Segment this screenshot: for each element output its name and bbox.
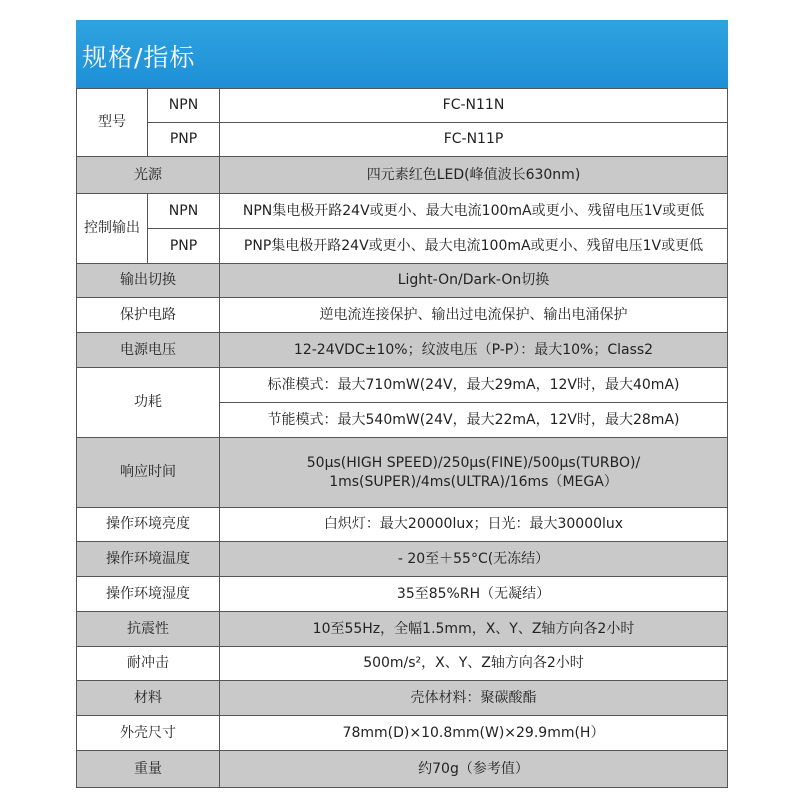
model-pnp-label: PNP (148, 123, 220, 157)
dimensions-value: 78mm(D)×10.8mm(W)×29.9mm(H） (220, 716, 727, 751)
model-npn-label: NPN (148, 89, 220, 123)
control-output-label: 控制输出 (77, 194, 148, 264)
power-standard-value: 标准模式：最大710mW(24V，最大29mA，12V时，最大40mA) (220, 368, 727, 403)
response-time-value (220, 438, 727, 508)
dimensions-label: 外壳尺寸 (77, 716, 220, 751)
model-pnp-value: FC-N11P (220, 123, 727, 157)
control-output-pnp-label: PNP (148, 229, 220, 264)
protection-value: 逆电流连接保护、输出过电流保护、输出电涌保护 (220, 298, 727, 333)
brightness-value: 白炽灯：最大20000lux；日光：最大30000lux (220, 508, 727, 542)
humidity-value: 35至85%RH（无凝结） (220, 577, 727, 612)
temperature-value: - 20至＋55°C(无冻结） (220, 542, 727, 577)
model-label: 型号 (77, 89, 148, 157)
protection-label: 保护电路 (77, 298, 220, 333)
control-output-npn-value: NPN集电极开路24V或更小、最大电流100mA或更小、残留电压1V或更低 (220, 194, 727, 229)
voltage-value: 12-24VDC±10%；纹波电压（P-P）：最大10%；Class2 (220, 333, 727, 368)
spec-table (76, 88, 728, 788)
vibration-value: 10至55Hz，全幅1.5mm，X、Y、Z轴方向各2小时 (220, 612, 727, 647)
response-time-line-1: 50μs(HIGH SPEED)/250μs(FINE)/500μs(TURBO)/ (306, 454, 641, 471)
light-source-label: 光源 (77, 157, 220, 194)
response-time-line-2: 1ms(SUPER)/4ms(ULTRA)/16ms（MEGA） (329, 473, 618, 490)
power-label: 功耗 (77, 368, 220, 438)
shock-value: 500m/s²，X、Y、Z轴方向各2小时 (220, 647, 727, 681)
control-output-pnp-value: PNP集电极开路24V或更小、最大电流100mA或更小、残留电压1V或更低 (220, 229, 727, 264)
vibration-label: 抗震性 (77, 612, 220, 647)
voltage-label: 电源电压 (77, 333, 220, 368)
weight-label: 重量 (77, 751, 220, 787)
temperature-label: 操作环境温度 (77, 542, 220, 577)
spec-header (76, 20, 728, 88)
control-output-npn-label: NPN (148, 194, 220, 229)
output-switch-label: 输出切换 (77, 264, 220, 298)
output-switch-value: Light-On/Dark-On切换 (220, 264, 727, 298)
response-time-label: 响应时间 (77, 438, 220, 508)
weight-value: 约70g（参考值） (220, 751, 727, 787)
spec-sheet (76, 20, 728, 788)
light-source-value: 四元素红色LED(峰值波长630nm) (220, 157, 727, 194)
power-eco-value: 节能模式：最大540mW(24V，最大22mA，12V时，最大28mA) (220, 403, 727, 438)
page-title: 规格/指标 (82, 43, 196, 72)
humidity-label: 操作环境湿度 (77, 577, 220, 612)
shock-label: 耐冲击 (77, 647, 220, 681)
brightness-label: 操作环境亮度 (77, 508, 220, 542)
material-label: 材料 (77, 681, 220, 716)
material-value: 壳体材料：聚碳酸酯 (220, 681, 727, 716)
model-npn-value: FC-N11N (220, 89, 727, 123)
